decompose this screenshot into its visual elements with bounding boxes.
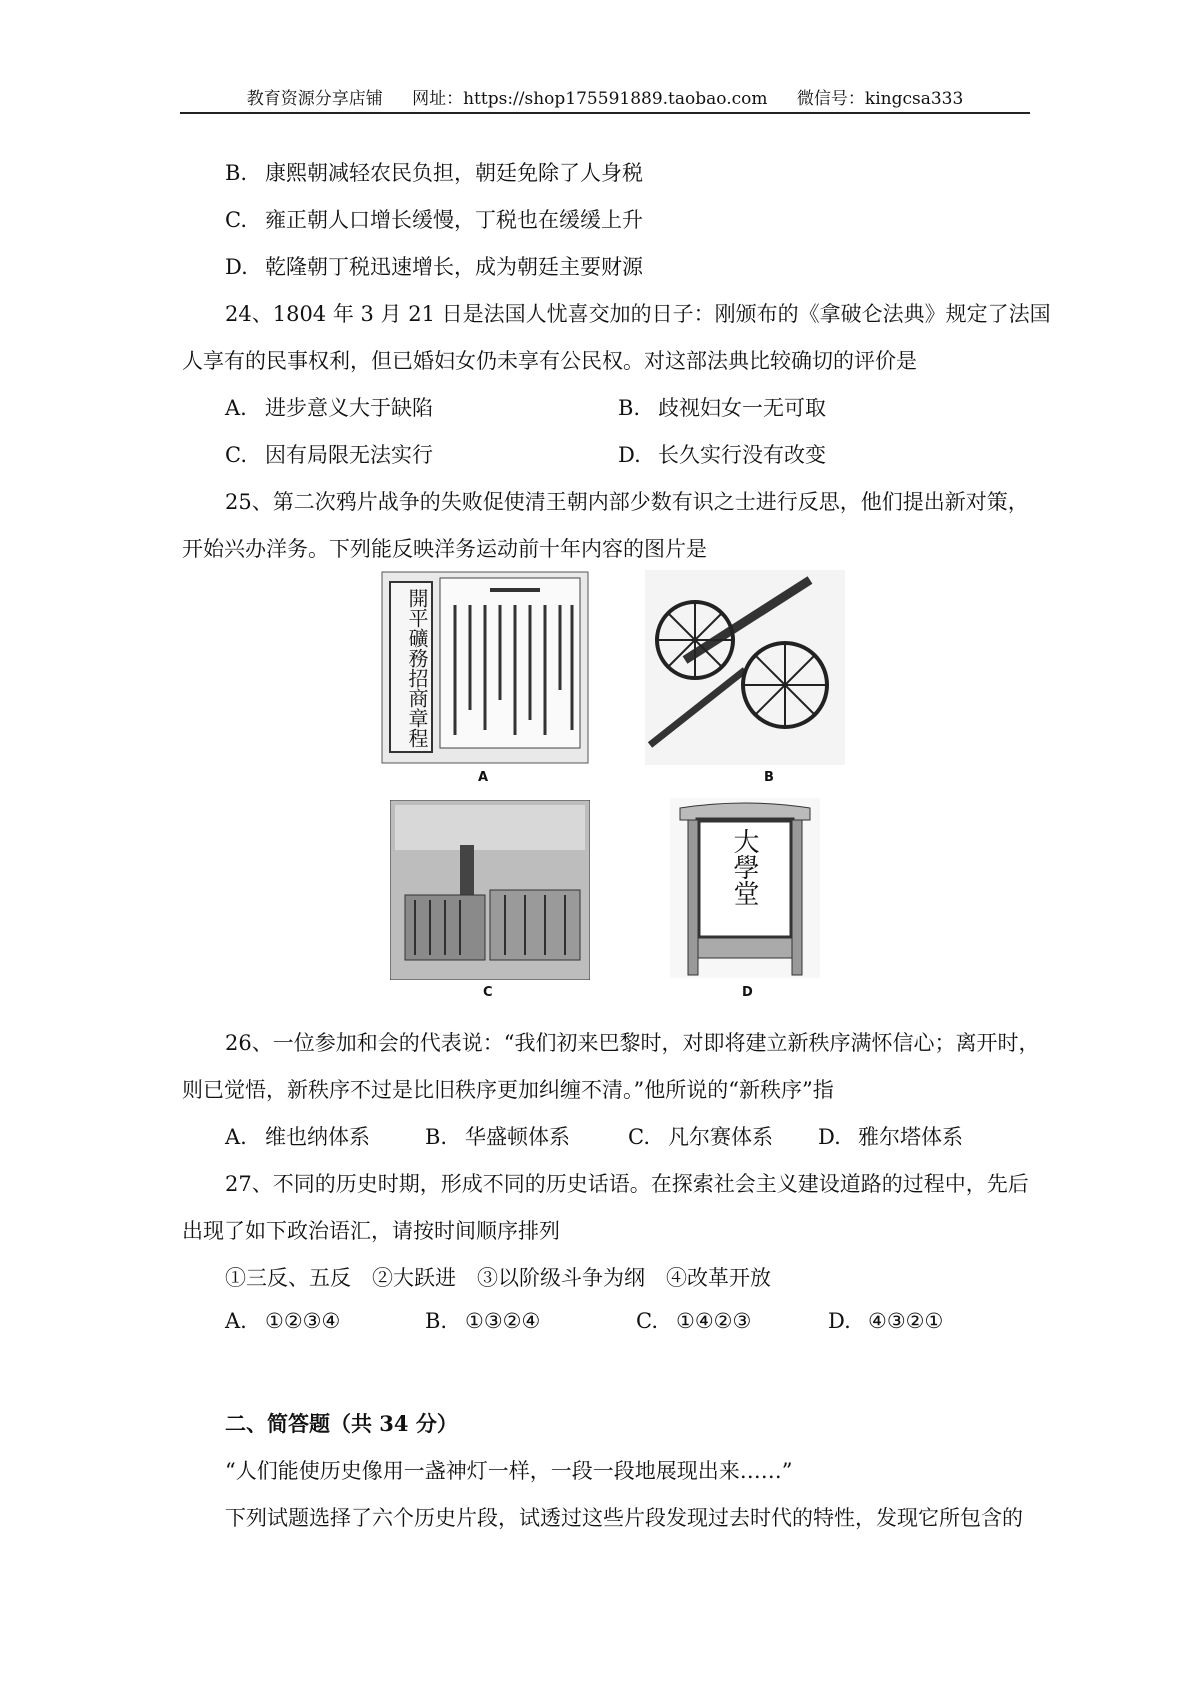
q24-option-c: C. 因有局限无法实行 [225,443,433,467]
shop-url: 网址：https://shop175591889.taobao.com [412,89,768,109]
q26-option-a: A. 维也纳体系 [225,1125,370,1149]
wechat-id: 微信号：kingcsa333 [796,89,964,109]
factory-illustration [390,800,590,980]
q24-stem-line1: 24、1804 年 3 月 21 日是法国人忧喜交加的日子：刚颁布的《拿破仑法典》规定了法国 [225,302,1051,326]
panel-c-factory [390,800,590,980]
q26-option-d: D. 雅尔塔体系 [818,1125,963,1149]
q25-figure [380,570,850,1010]
q24-option-a: A. 进步意义大于缺陷 [225,396,433,420]
shop-name: 教育资源分享店铺 [246,89,383,109]
q23-option-d: D. 乾隆朝丁税迅速增长，成为朝廷主要财源 [225,255,643,279]
q27-stem-line1: 27、不同的历史时期，形成不同的历史话语。在探索社会主义建设道路的过程中，先后 [225,1172,1029,1196]
caption-c: C [483,985,493,1000]
q24-option-d: D. 长久实行没有改变 [618,443,826,467]
q23-option-b: B. 康熙朝减轻农民负担，朝廷免除了人身税 [225,161,643,185]
section2-intro: 下列试题选择了六个历史片段，试透过这些片段发现过去时代的特性，发现它所包含的 [225,1506,1023,1530]
q27-option-b: B. ①③②④ [425,1309,541,1333]
section2-quote: “人们能使历史像用一盏神灯一样，一段一段地展现出来……” [225,1459,793,1483]
q26-stem-line2: 则已觉悟，新秩序不过是比旧秩序更加纠缠不清。”他所说的“新秩序”指 [182,1078,834,1102]
panel-d-sign [670,798,820,978]
panel-a-document [380,570,590,765]
caption-b: B [764,770,774,785]
q27-items: ①三反、五反 ②大跃进 ③以阶级斗争为纲 ④改革开放 [225,1266,771,1290]
document-title: 開平礦務招商章程 [405,588,429,748]
section2-title: 二、简答题（共 34 分） [225,1411,458,1436]
q27-option-d: D. ④③②① [828,1309,944,1333]
q24-stem-line2: 人享有的民事权利，但已婚妇女仍未享有公民权。对这部法典比较确切的评价是 [182,349,917,373]
q23-option-c: C. 雍正朝人口增长缓慢，丁税也在缓缓上升 [225,208,643,232]
q26-stem-line1: 26、一位参加和会的代表说：“我们初来巴黎时，对即将建立新秩序满怀信心；离开时， [225,1031,1040,1055]
cannon-illustration [645,570,845,765]
q25-stem-line2: 开始兴办洋务。下列能反映洋务运动前十年内容的图片是 [182,537,707,561]
q26-option-c: C. 凡尔赛体系 [628,1125,773,1149]
q27-option-a: A. ①②③④ [225,1309,341,1333]
q26-option-b: B. 华盛顿体系 [425,1125,570,1149]
q27-stem-line2: 出现了如下政治语汇，请按时间顺序排列 [182,1219,560,1243]
caption-a: A [478,770,489,785]
q25-stem-line1: 25、第二次鸦片战争的失败促使清王朝内部少数有识之士进行反思，他们提出新对策， [225,490,1029,514]
panel-b-cannon [645,570,845,765]
caption-d: D [742,985,753,1000]
q27-option-c: C. ①④②③ [636,1309,752,1333]
page-header [180,84,1030,114]
q24-option-b: B. 歧视妇女一无可取 [618,396,826,420]
sign-text: 大學堂 [729,828,759,906]
